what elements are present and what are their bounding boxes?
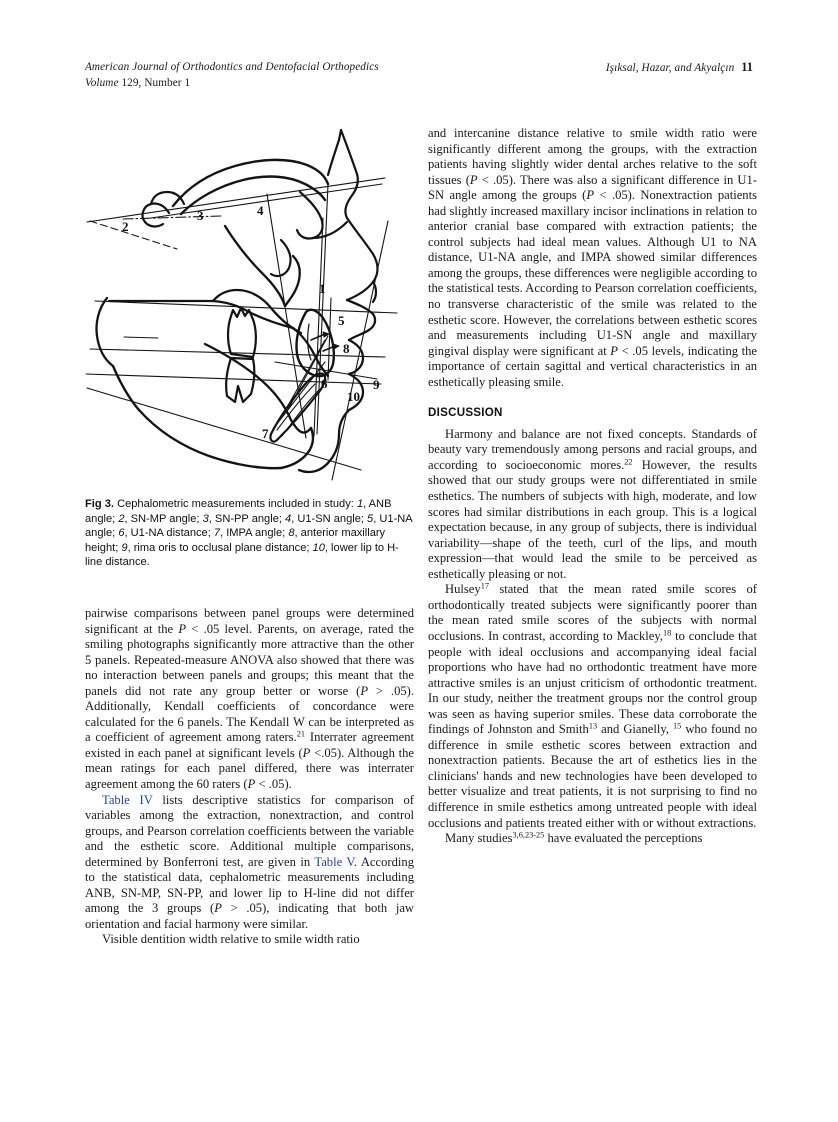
paragraph bbox=[85, 793, 414, 933]
diagram-label-8: 8 bbox=[343, 341, 350, 356]
caption-ref-4: 4 bbox=[285, 512, 292, 525]
text-run: < .05 level. Parents, on average, rated the smiling photographs significantly more attractive than the other 5 panels. Repeated-measure ANOVA also showed that there was no interaction between panels and groups; this meant that the panels did not rate any group better or worse ( bbox=[85, 621, 414, 698]
text-run: < .05). bbox=[255, 777, 292, 792]
reference-superscript: 17 bbox=[480, 582, 489, 591]
text-run: Many studies bbox=[445, 831, 513, 846]
volume-value: 129, Number 1 bbox=[121, 76, 191, 89]
section-heading-discussion: DISCUSSION bbox=[428, 406, 503, 420]
figure-caption bbox=[85, 497, 415, 570]
text-run: pairwise comparisons between panel groups were determined significant at the bbox=[85, 606, 414, 636]
page-number: 11 bbox=[741, 60, 753, 74]
diagram-label-6: 6 bbox=[321, 376, 328, 391]
text-run: < .05 levels, indicating the importance of certain sagittal and vertical characteristics in an esthetically pleasing smile. bbox=[428, 343, 757, 389]
text-run: However, the results showed that our study groups were not differentiated in smile esthetics. The numbers of subjects with high, moderate, and low scores had similar distributions in each group. This is a logical expectation because, in any group of subjects, there is individual variability—shape of the teeth, curl of the lips, and mouth expression—that would lead the smile to be perceived as esthetically pleasing or not. bbox=[428, 457, 758, 581]
caption-text-8: , anterior maxillary height; bbox=[85, 527, 386, 554]
text-run: who found no difference in smile esthetic scores between extraction and nonextraction patients. Because the art of esthetics lies in the clinicians' hands and new technologies have been developed to better visualize and treat patients, it is not surprising to find no difference in smile esthetics among untreated people with ideal occlusions and patients treated either with or without extractions. bbox=[428, 722, 757, 830]
text-run: Visible dentition width relative to smile width ratio bbox=[102, 932, 360, 947]
journal-title: American Journal of Orthodontics and Dentofacial Orthopedics bbox=[85, 61, 379, 73]
text-run: . According to the statistical data, cephalometric measurements including ANB, SN-MP, SN-PP, and lower lip to H-line did not differ among the 3 groups ( bbox=[85, 854, 414, 916]
paragraph bbox=[428, 427, 757, 582]
text-run: > .05). Additionally, Kendall coefficients of concordance were calculated for the 6 panels. The Kendall W can be interpreted as a coefficient of agreement among raters. bbox=[85, 683, 414, 745]
caption-text-7: , IMPA angle; bbox=[220, 527, 289, 540]
caption-ref-1: 1 bbox=[356, 498, 364, 510]
reference-superscript: 21 bbox=[296, 730, 306, 740]
paragraph bbox=[85, 606, 414, 793]
caption-ref-8: 8 bbox=[288, 527, 295, 540]
text-run: stated that the mean rated smile scores of orthodontically treated subjects were significantly poorer than the mean rated smile scores of the subjects with normal occlusions. In contrast, according to Mackley, bbox=[428, 582, 757, 643]
cephalometric-tracing-diagram bbox=[85, 118, 415, 483]
right-column-paragraphs-before-heading bbox=[428, 126, 757, 390]
caption-text-4: , U1-SN angle; bbox=[291, 512, 368, 525]
diagram-label-9: 9 bbox=[373, 377, 380, 392]
caption-text-9: , rima oris to occlusal plane distance; bbox=[127, 541, 313, 554]
reference-superscript: 18 bbox=[662, 628, 672, 638]
figure-caption-intro: Cephalometric measurements included in study: bbox=[113, 498, 357, 510]
caption-ref-10: 10 bbox=[312, 541, 325, 554]
right-column-paragraphs-after-heading bbox=[428, 427, 757, 847]
italic-text: P bbox=[214, 901, 222, 916]
caption-ref-3: 3 bbox=[202, 512, 209, 525]
caption-ref-5: 5 bbox=[367, 512, 374, 525]
caption-ref-6: 6 bbox=[118, 527, 125, 540]
caption-ref-2: 2 bbox=[118, 512, 125, 525]
right-column bbox=[428, 126, 757, 847]
diagram-label-5: 5 bbox=[338, 313, 345, 328]
italic-text: P bbox=[247, 777, 256, 792]
left-column bbox=[85, 606, 414, 948]
diagram-label-4: 4 bbox=[257, 203, 264, 218]
volume-label: Volume bbox=[85, 76, 119, 89]
text-run: <.05). Although the mean ratings for each panel differed, there was interrater agreement among the 60 raters ( bbox=[85, 745, 414, 792]
text-run: Harmony and balance are not fixed concepts. Standards of beauty vary tremendously among persons and racial groups, and according to socioeconomic mores. bbox=[428, 426, 757, 472]
caption-ref-9: 9 bbox=[121, 541, 128, 554]
text-run: and intercanine distance relative to smile width ratio were significantly different among the groups, with the extraction patients having slightly wider dental arches relative to the soft tissues ( bbox=[428, 126, 757, 187]
reference-superscript: 22 bbox=[624, 457, 633, 467]
paragraph bbox=[428, 126, 757, 390]
diagram-label-7: 7 bbox=[262, 426, 269, 441]
paragraph bbox=[428, 831, 757, 847]
caption-text-6: , U1-NA distance; bbox=[124, 527, 214, 540]
reference-superscript: 13 bbox=[588, 721, 598, 731]
reference-superscript: 3,6,23-25 bbox=[512, 830, 545, 840]
paragraph bbox=[428, 582, 757, 831]
italic-text: P bbox=[302, 745, 311, 760]
caption-text-3: , SN-PP angle; bbox=[208, 512, 286, 525]
caption-text-5: , U1-NA angle; bbox=[85, 512, 413, 540]
table-cross-reference-link[interactable]: Table IV bbox=[102, 792, 153, 807]
italic-text: P bbox=[586, 188, 595, 203]
text-run: lists descriptive statistics for comparison of variables among the extraction, nonextraction, and control groups, and Pearson correlation coefficients between the variable and the esthetic score. Additional multiple comparisons, determined by Bonferroni test, are given in bbox=[85, 792, 415, 869]
italic-text: P bbox=[469, 172, 478, 187]
caption-ref-7: 7 bbox=[213, 527, 221, 540]
text-run: > .05), indicating that both jaw orientation and facial harmony were similar. bbox=[85, 901, 415, 931]
text-run: < .05). Nonextraction patients had slightly increased maxillary incisor inclinations in relation to anterior cranial base compared with extraction patients; the control subjects had ideal mean values. Although U1 to NA distance, U1-NA angle, and IMPA showed similar differences among the groups, these differences were negligible according to the statistical tests. According to Pearson correlation coefficients, no transverse characteristic of the smile was related to the esthetic score. However, the correlations between esthetic scores and measurements including U1-SN angle and maxillary gingival display were significant at bbox=[428, 188, 757, 358]
cephalometric-tracing-svg bbox=[85, 118, 415, 483]
text-run: to conclude that people with ideal occlusions and accompanying ideal facial proportions who have had no orthodontic treatment have more attractive smiles is an unjust criticism of orthodontic treatment. In our study, neither the treatment groups nor the control group was seen as having superior smiles. These data corroborate the findings of Johnston and Smith bbox=[428, 628, 757, 737]
running-head-journal bbox=[85, 60, 379, 91]
table-cross-reference-link[interactable]: Table V bbox=[314, 854, 354, 869]
author-list: Işıksal, Hazar, and Akyalçın bbox=[605, 62, 735, 74]
reference-superscript: 15 bbox=[673, 721, 682, 731]
text-run: Hulsey bbox=[445, 582, 481, 597]
diagram-label-3: 3 bbox=[197, 208, 204, 223]
text-run: and Gianelly, bbox=[597, 722, 674, 737]
diagram-label-2: 2 bbox=[122, 219, 129, 234]
left-column-paragraphs bbox=[85, 606, 414, 948]
caption-text-10: , lower lip to H-line distance. bbox=[85, 541, 399, 569]
paragraph bbox=[85, 932, 414, 948]
figure-3 bbox=[85, 118, 415, 483]
text-run: Interrater agreement existed in each panel at significant levels ( bbox=[85, 730, 415, 760]
diagram-label-1: 1 bbox=[319, 281, 326, 296]
italic-text: P bbox=[360, 683, 369, 698]
italic-text: P bbox=[178, 621, 187, 636]
diagram-label-10: 10 bbox=[347, 389, 360, 404]
italic-text: P bbox=[610, 343, 618, 358]
text-run: < .05). There was also a significant difference in U1-SN angle among the groups ( bbox=[428, 172, 757, 203]
figure-label: Fig 3. bbox=[85, 498, 114, 510]
text-run: have evaluated the perceptions bbox=[544, 831, 703, 846]
caption-text-1: , ANB angle; bbox=[85, 498, 392, 525]
running-head bbox=[85, 60, 753, 96]
caption-text-2: , SN-MP angle; bbox=[124, 512, 203, 525]
journal-volume-line bbox=[85, 76, 379, 92]
running-head-authors-page bbox=[606, 60, 753, 77]
